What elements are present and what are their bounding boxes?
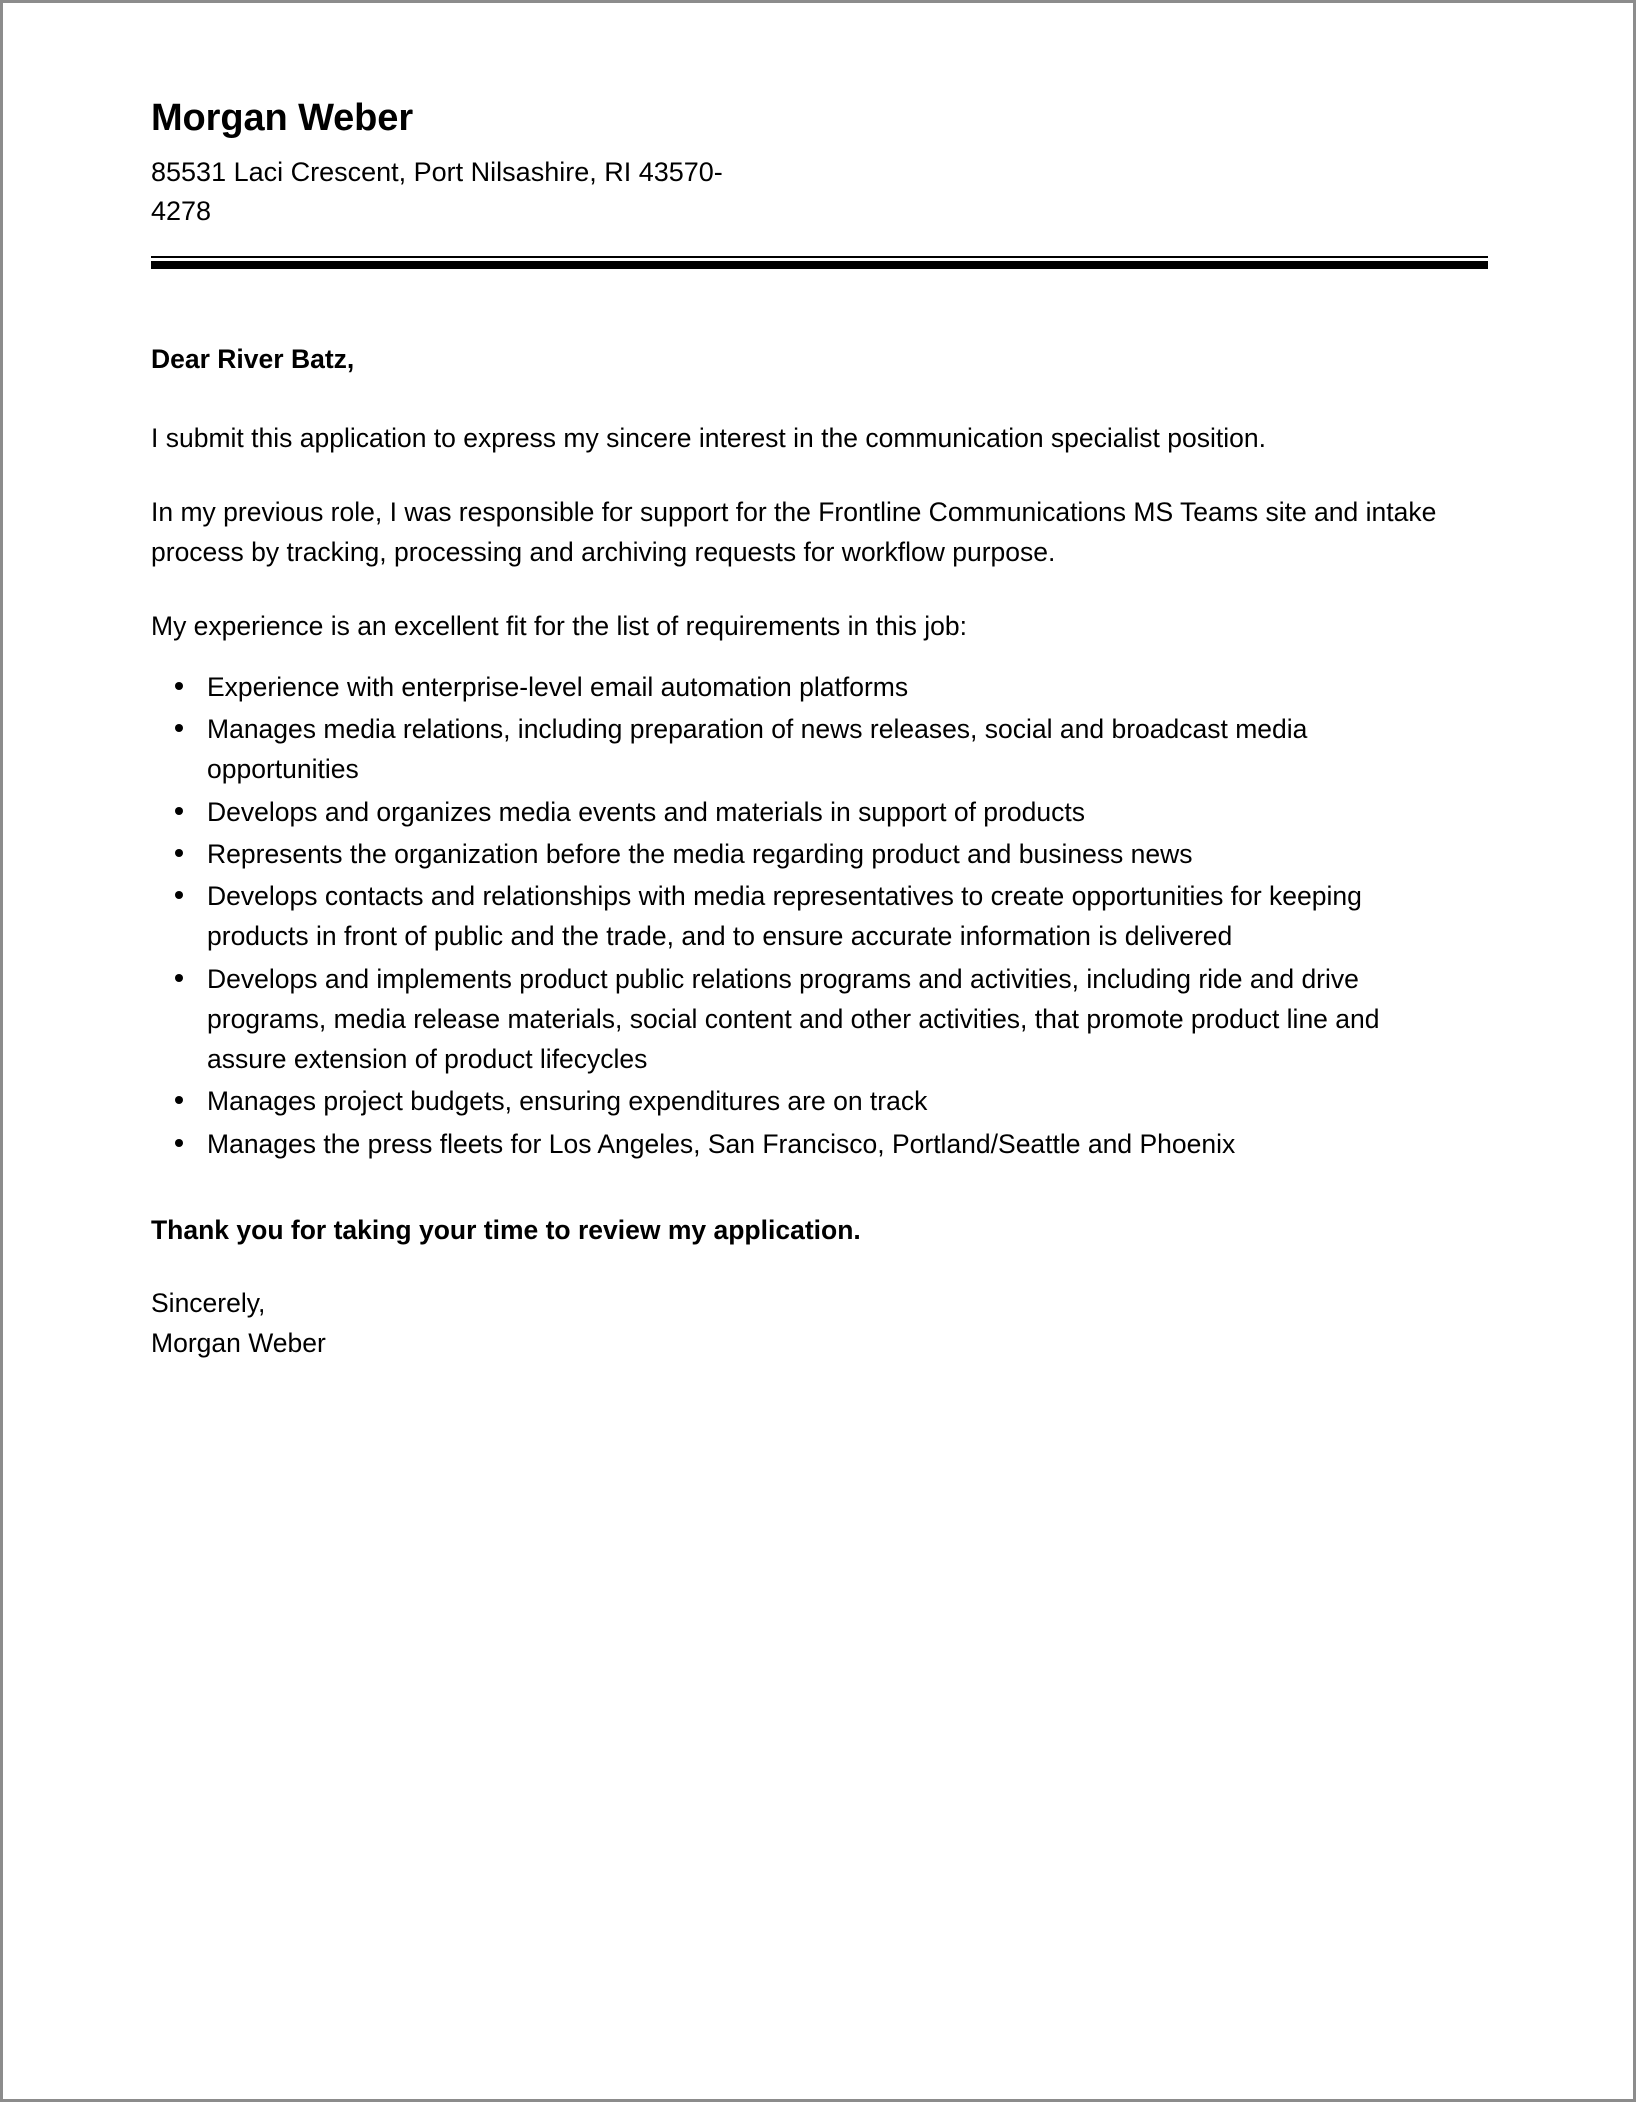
list-item-text: Develops and implements product public relations programs and activities, including ride and drive programs, media release materials, social content and other activities, that promote product line and assure extension of product lifecycles [207, 963, 1380, 1075]
sender-name: Morgan Weber [151, 97, 414, 139]
list-item [151, 709, 1451, 790]
intro-paragraph: I submit this application to express my sincere interest in the communication specialist position. [151, 422, 1266, 453]
list-item [151, 959, 1451, 1080]
list-item [151, 792, 1451, 832]
list-item-text: Manages media relations, including preparation of news releases, social and broadcast media opportunities [207, 714, 1308, 785]
sign-off-block [151, 1284, 1483, 1364]
salutation: Dear River Batz, [151, 344, 355, 375]
list-item [151, 667, 1451, 707]
list-item [151, 876, 1451, 957]
list-item [151, 1124, 1451, 1164]
letter-body [151, 339, 1483, 1363]
list-item-text: Develops and organizes media events and materials in support of products [207, 796, 1085, 827]
bullet-dot-icon [175, 682, 183, 690]
page-content [3, 3, 1633, 1364]
list-item-text: Manages the press fleets for Los Angeles, San Francisco, Portland/Seattle and Phoenix [207, 1128, 1236, 1159]
experience-paragraph: In my previous role, I was responsible for support for the Frontline Communications MS Teams site and intake process by tracking, processing and archiving requests for workflow purpose. [151, 496, 1437, 568]
requirements-list [151, 667, 1451, 1164]
bullet-dot-icon [175, 849, 183, 857]
header-divider-rule [151, 256, 1488, 269]
list-item-text: Represents the organization before the media regarding product and business news [207, 838, 1193, 869]
list-item-text: Develops contacts and relationships with media representatives to create opportunities for keeping products in front of public and the trade, and to ensure accurate information is delivered [207, 881, 1362, 952]
bullet-dot-icon [175, 807, 183, 815]
list-item [151, 834, 1451, 874]
sender-address: 85531 Laci Crescent, Port Nilsashire, RI 43570-4278 [151, 156, 723, 227]
list-item [151, 1081, 1451, 1121]
divider-thick-bar [151, 261, 1488, 269]
closing-thanks: Thank you for taking your time to review my application. [151, 1214, 861, 1245]
list-item-text: Experience with enterprise-level email automation platforms [207, 671, 909, 702]
list-item-text: Manages project budgets, ensuring expenditures are on track [207, 1086, 928, 1117]
bullet-dot-icon [175, 974, 183, 982]
bullet-dot-icon [175, 1139, 183, 1147]
requirements-lead-in: My experience is an excellent fit for the list of requirements in this job: [151, 611, 967, 642]
bullet-dot-icon [175, 891, 183, 899]
bullet-dot-icon [175, 1096, 183, 1104]
bullet-dot-icon [175, 724, 183, 732]
letterhead [151, 95, 1483, 232]
sign-off-text: Sincerely, [151, 1288, 266, 1319]
signature-name: Morgan Weber [151, 1327, 326, 1358]
